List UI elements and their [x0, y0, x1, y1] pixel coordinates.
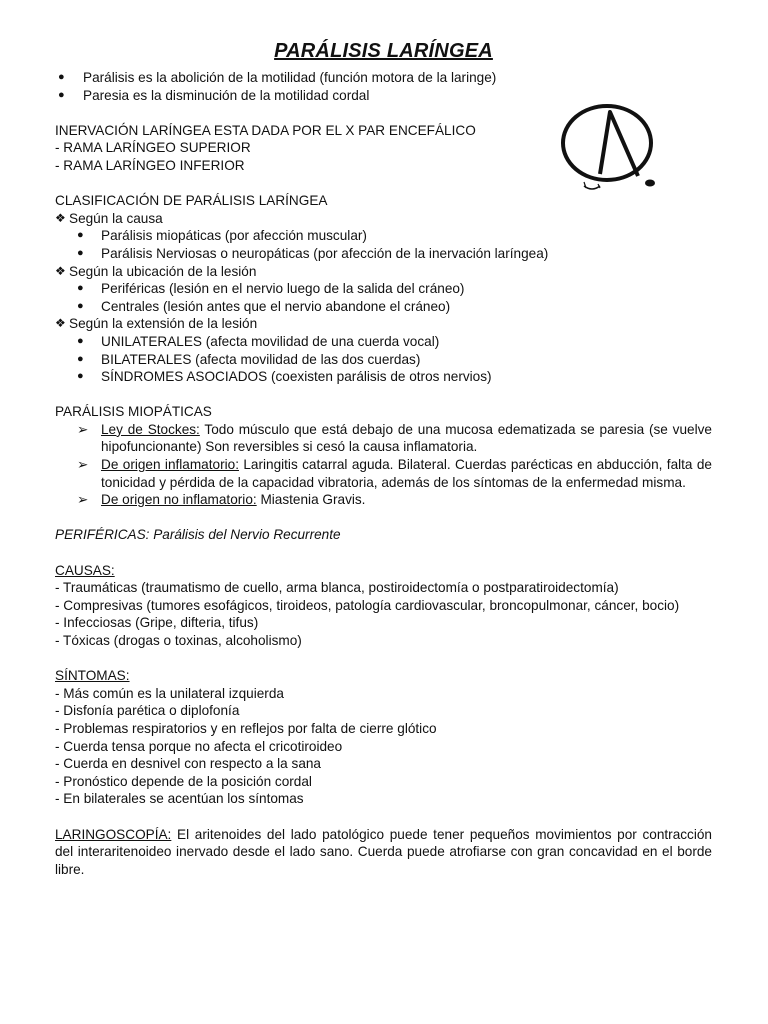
- group-label: ❖ Según la causa: [55, 210, 712, 228]
- inervacion-line: - RAMA LARÍNGEO INFERIOR: [55, 157, 245, 173]
- miopaticas-heading: PARÁLISIS MIOPÁTICAS: [55, 404, 212, 420]
- sintoma-line: - Cuerda tensa porque no afecta el cricotiroideo: [55, 738, 343, 754]
- causa-line: - Tóxicas (drogas o toxinas, alcoholismo): [55, 633, 302, 648]
- list-item: ● Parálisis es la abolición de la motilidad (función motora de la laringe): [55, 69, 712, 87]
- definition: El aritenoides del lado patológico puede tener pequeños movimientos por contracción del interaritenoideo inervado desde el lado sano. Cuerda puede atrofiarse con gran concavidad en el borde libre.: [55, 826, 712, 877]
- list-item: [55, 491, 712, 509]
- list-item: ● Centrales (lesión antes que el nervio abandone el cráneo): [55, 298, 712, 316]
- list-item: ● UNILATERALES (afecta movilidad de una cuerda vocal): [55, 333, 712, 351]
- causa-line: - Infecciosas (Gripe, difteria, tifus): [55, 615, 259, 631]
- inervacion-line: - RAMA LARÍNGEO SUPERIOR: [55, 140, 251, 156]
- larynx-sketch-icon: [560, 102, 660, 194]
- group-list: [55, 333, 712, 386]
- definition: Todo músculo que está debajo de una mucosa edematizada se paresia (se vuelve hipofuncionante) Son reversibles si cesó la causa inflamatoria.: [101, 421, 712, 455]
- term: LARINGOSCOPÍA:: [55, 826, 172, 842]
- definition: Miastenia Gravis.: [256, 492, 366, 508]
- sintoma-line: - En bilaterales se acentúan los síntomas: [55, 791, 304, 807]
- term: De origen inflamatorio:: [101, 457, 239, 473]
- list-item: ● Parálisis miopáticas (por afección muscular): [55, 227, 712, 245]
- sintoma-line: - Pronóstico depende de la posición cordal: [55, 773, 312, 789]
- sintomas-heading: SÍNTOMAS:: [55, 668, 130, 684]
- list-item: ● Parálisis Nerviosas o neuropáticas (por afección de la inervación laríngea): [55, 245, 712, 263]
- miopaticas-list: [55, 421, 712, 509]
- clasificacion-heading: CLASIFICACIÓN DE PARÁLISIS LARÍNGEA: [55, 193, 328, 209]
- perifericas-heading: PERIFÉRICAS: Parálisis del Nervio Recurrente: [55, 527, 341, 543]
- causas-heading: CAUSAS:: [55, 562, 115, 578]
- term: Ley de Stockes:: [101, 421, 200, 437]
- group-list: [55, 227, 712, 262]
- list-item: ● SÍNDROMES ASOCIADOS (coexisten parálisis de otros nervios): [55, 368, 712, 386]
- term: De origen no inflamatorio:: [101, 492, 257, 508]
- list-item: ● BILATERALES (afecta movilidad de las dos cuerdas): [55, 351, 712, 369]
- list-item: [55, 421, 712, 456]
- laringoscopia-paragraph: [55, 826, 712, 879]
- group-label: ❖ Según la extensión de la lesión: [55, 315, 712, 333]
- definition: Laringitis catarral aguda. Bilateral. Cuerdas parécticas en abducción, falta de tonicidad y pérdida de la capacidad vibratoria, además de los síntomas de la enfermedad misma.: [101, 457, 712, 490]
- group-label: ❖ Según la ubicación de la lesión: [55, 263, 712, 281]
- inervacion-heading: INERVACIÓN LARÍNGEA ESTA DADA POR EL X PAR ENCEFÁLICO: [55, 122, 476, 138]
- sintoma-line: - Cuerda en desnivel con respecto a la sana: [55, 756, 321, 772]
- sintoma-line: - Disfonía parética o diplofonía: [55, 703, 240, 719]
- page-title: PARÁLISIS LARÍNGEA: [274, 40, 493, 62]
- group-list: [55, 280, 712, 315]
- intro-list: [55, 69, 712, 104]
- causa-line: - Traumáticas (traumatismo de cuello, arma blanca, postiroidectomía o postparatiroidectomía): [55, 580, 619, 596]
- list-item: [55, 456, 712, 491]
- sintoma-line: - Más común es la unilateral izquierda: [55, 685, 284, 701]
- causa-line: - Compresivas (tumores esofágicos, tiroideos, patología cardiovascular, broncopulmonar, cáncer, bocio): [55, 597, 680, 613]
- sintoma-line: - Problemas respiratorios y en reflejos por falta de cierre glótico: [55, 720, 437, 736]
- list-item: ● Periféricas (lesión en el nervio luego de la salida del cráneo): [55, 280, 712, 298]
- list-item: ● Paresia es la disminución de la motilidad cordal: [55, 87, 712, 105]
